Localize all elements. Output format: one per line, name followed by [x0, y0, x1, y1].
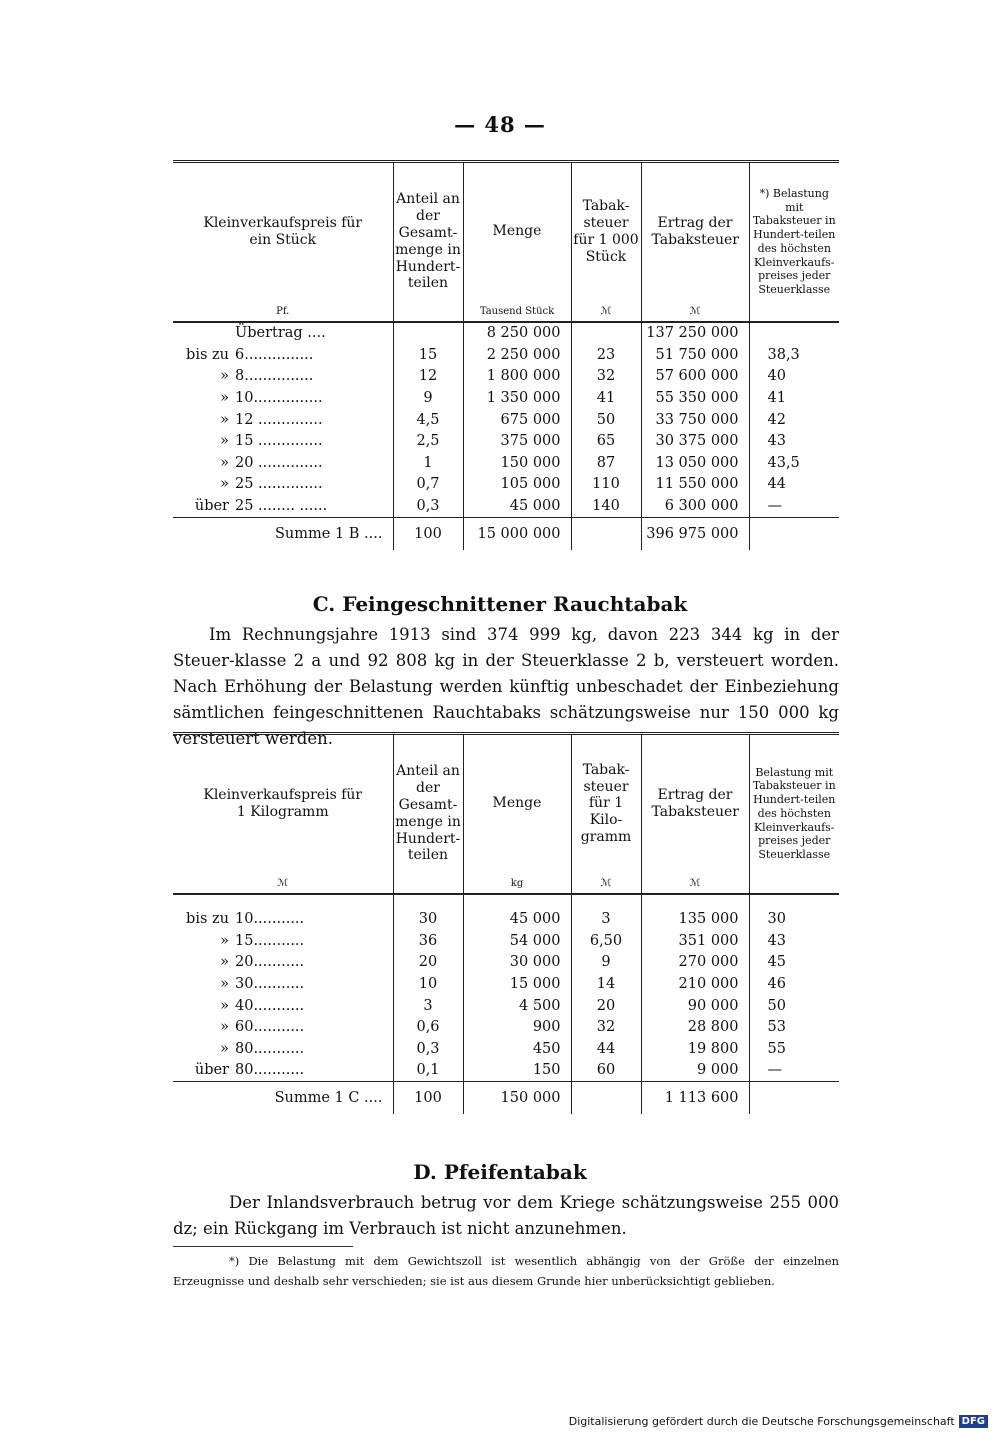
price-label: 20 ..............	[235, 454, 323, 471]
belastung-cell: —	[749, 1060, 839, 1082]
table-zigaretten	[173, 160, 839, 550]
table-row	[173, 973, 839, 995]
price-cell	[173, 366, 393, 388]
ertrag-cell: 30 375 000	[641, 430, 749, 452]
header-ertrag: Ertrag der Tabaksteuer ℳ	[641, 162, 749, 322]
sum-anteil-cell: 100	[393, 1082, 463, 1115]
price-cell	[173, 495, 393, 517]
table-row	[173, 495, 839, 517]
anteil-cell: 0,6	[393, 1016, 463, 1038]
sum-menge-cell: 150 000	[463, 1082, 571, 1115]
price-label: 80...........	[235, 1040, 305, 1057]
anteil-cell: 0,1	[393, 1060, 463, 1082]
price-cell	[173, 1060, 393, 1082]
ertrag-cell: 135 000	[641, 909, 749, 931]
spacer-row	[173, 894, 839, 909]
price-label: 80...........	[235, 1062, 305, 1079]
anteil-cell: 9	[393, 387, 463, 409]
steuer-cell: 110	[571, 474, 641, 496]
steuer-cell: 23	[571, 344, 641, 366]
price-prefix: »	[220, 368, 229, 385]
belastung-cell: 41	[749, 387, 839, 409]
header-tabaksteuer-2: Tabak-steuer für 1 Kilo-gramm ℳ	[571, 734, 641, 894]
ertrag-cell: 51 750 000	[641, 344, 749, 366]
table-row	[173, 1016, 839, 1038]
price-prefix: bis zu	[186, 346, 229, 363]
header-menge-2: Menge kg	[463, 734, 571, 894]
menge-cell: 1 800 000	[463, 366, 571, 388]
table-row	[173, 1038, 839, 1060]
price-label: 25 ..............	[235, 476, 323, 493]
menge-cell: 30 000	[463, 952, 571, 974]
steuer-cell: 20	[571, 995, 641, 1017]
menge-cell: 675 000	[463, 409, 571, 431]
ertrag-cell: 33 750 000	[641, 409, 749, 431]
belastung-cell: 44	[749, 474, 839, 496]
menge-cell: 2 250 000	[463, 344, 571, 366]
belastung-cell: 38,3	[749, 344, 839, 366]
ertrag-cell: 6 300 000	[641, 495, 749, 517]
price-prefix: bis zu	[186, 911, 229, 928]
header-anteil-2: Anteil an der Gesamt-menge in Hundert-teilen	[393, 734, 463, 894]
price-cell	[173, 952, 393, 974]
anteil-cell	[393, 322, 463, 345]
price-prefix: »	[220, 976, 229, 993]
menge-cell: 150 000	[463, 452, 571, 474]
header-ertrag-2: Ertrag der Tabaksteuer ℳ	[641, 734, 749, 894]
menge-cell: 900	[463, 1016, 571, 1038]
belastung-cell	[749, 322, 839, 345]
price-label: 12 ..............	[235, 411, 323, 428]
price-label: 10...............	[235, 390, 323, 407]
steuer-cell: 14	[571, 973, 641, 995]
price-prefix: »	[220, 954, 229, 971]
anteil-cell: 3	[393, 995, 463, 1017]
menge-cell: 375 000	[463, 430, 571, 452]
steuer-cell: 60	[571, 1060, 641, 1082]
ertrag-cell: 270 000	[641, 952, 749, 974]
price-label: Übertrag ....	[235, 325, 326, 342]
steuer-cell: 50	[571, 409, 641, 431]
sum-label-cell: Summe 1 C ....	[173, 1082, 393, 1115]
sum-anteil-cell: 100	[393, 517, 463, 550]
header-menge: Menge Tausend Stück	[463, 162, 571, 322]
price-cell	[173, 909, 393, 931]
section-c-text: Im Rechnungsjahre 1913 sind 374 999 kg, davon 223 344 kg in der Steuer-klasse 2 a und 92 808 kg in der Steuerklasse 2 b, versteuert worden. Nach Erhöhung der Belastung werden künftig unbeschadet der Einbeziehung sämtlichen feingeschnittenen Rauchtabaks schätzungsweise nur 150 000 kg versteuert werden.	[173, 625, 839, 748]
anteil-cell: 2,5	[393, 430, 463, 452]
price-cell	[173, 1038, 393, 1060]
header-belastung-2: Belastung mit Tabaksteuer in Hundert-teilen des höchsten Kleinverkaufs-preises jeder Steuerklasse	[749, 734, 839, 894]
anteil-cell: 1	[393, 452, 463, 474]
steuer-cell: 32	[571, 366, 641, 388]
steuer-cell: 3	[571, 909, 641, 931]
belastung-cell: 53	[749, 1016, 839, 1038]
price-cell	[173, 430, 393, 452]
anteil-cell: 0,3	[393, 1038, 463, 1060]
price-prefix: »	[220, 1040, 229, 1057]
steuer-cell: 9	[571, 952, 641, 974]
steuer-cell: 32	[571, 1016, 641, 1038]
price-label: 40...........	[235, 997, 305, 1014]
table-row	[173, 452, 839, 474]
belastung-cell: 43	[749, 430, 839, 452]
menge-cell: 4 500	[463, 995, 571, 1017]
belastung-cell: 43,5	[749, 452, 839, 474]
menge-cell: 45 000	[463, 495, 571, 517]
price-prefix: »	[220, 997, 229, 1014]
steuer-cell: 87	[571, 452, 641, 474]
menge-cell: 450	[463, 1038, 571, 1060]
ertrag-cell: 55 350 000	[641, 387, 749, 409]
belastung-cell: 40	[749, 366, 839, 388]
price-label: 6...............	[235, 346, 314, 363]
menge-cell: 150	[463, 1060, 571, 1082]
belastung-cell: —	[749, 495, 839, 517]
ertrag-cell: 11 550 000	[641, 474, 749, 496]
anteil-cell: 20	[393, 952, 463, 974]
anteil-cell: 10	[393, 973, 463, 995]
header-anteil: Anteil an der Gesamt-menge in Hundert-teilen	[393, 162, 463, 322]
dfg-logo: DFG	[959, 1415, 988, 1428]
price-prefix: »	[220, 411, 229, 428]
sum-label-cell: Summe 1 B ....	[173, 517, 393, 550]
steuer-cell: 140	[571, 495, 641, 517]
table-row	[173, 909, 839, 931]
belastung-cell: 55	[749, 1038, 839, 1060]
menge-cell: 45 000	[463, 909, 571, 931]
belastung-cell: 45	[749, 952, 839, 974]
price-label: 20...........	[235, 954, 305, 971]
price-cell	[173, 409, 393, 431]
table-row	[173, 409, 839, 431]
sum-empty-cell	[749, 1082, 839, 1115]
ertrag-cell: 28 800	[641, 1016, 749, 1038]
ertrag-cell: 351 000	[641, 930, 749, 952]
section-d-text: Der Inlandsverbrauch betrug vor dem Kriege schätzungsweise 255 000 dz; ein Rückgang im Verbrauch ist nicht anzunehmen.	[173, 1193, 839, 1238]
price-cell	[173, 995, 393, 1017]
price-cell	[173, 344, 393, 366]
table-row	[173, 1060, 839, 1082]
ertrag-cell: 19 800	[641, 1038, 749, 1060]
ertrag-cell: 57 600 000	[641, 366, 749, 388]
header-kleinverkaufspreis-kg: Kleinverkaufspreis für 1 Kilogramm ℳ	[173, 734, 393, 894]
price-cell	[173, 387, 393, 409]
sum-menge-cell: 15 000 000	[463, 517, 571, 550]
anteil-cell: 15	[393, 344, 463, 366]
menge-cell: 1 350 000	[463, 387, 571, 409]
price-prefix: über	[194, 498, 229, 515]
ertrag-cell: 90 000	[641, 995, 749, 1017]
table-row	[173, 474, 839, 496]
price-cell	[173, 1016, 393, 1038]
header-kleinverkaufspreis: Kleinverkaufspreis für ein Stück Pf.	[173, 162, 393, 322]
price-cell	[173, 474, 393, 496]
belastung-cell: 30	[749, 909, 839, 931]
belastung-cell: 42	[749, 409, 839, 431]
steuer-cell: 6,50	[571, 930, 641, 952]
price-label: 60...........	[235, 1019, 305, 1036]
price-prefix: »	[220, 932, 229, 949]
footnote-divider	[173, 1246, 353, 1247]
price-prefix: über	[194, 1062, 229, 1079]
table-row	[173, 387, 839, 409]
price-label: 30...........	[235, 976, 305, 993]
price-prefix: »	[220, 1019, 229, 1036]
price-label: 15...........	[235, 932, 305, 949]
table-row	[173, 995, 839, 1017]
dfg-credit-text: Digitalisierung gefördert durch die Deutsche Forschungsgemeinschaft	[568, 1415, 955, 1428]
price-label: 15 ..............	[235, 433, 323, 450]
sum-empty-cell	[571, 517, 641, 550]
anteil-cell: 0,7	[393, 474, 463, 496]
price-prefix: »	[220, 454, 229, 471]
menge-cell: 105 000	[463, 474, 571, 496]
dfg-credit	[569, 1415, 988, 1428]
footnote: *) Die Belastung mit dem Gewichtszoll ist wesentlich abhängig von der Größe der einzelnen Erzeugnisse und deshalb sehr verschieden; sie ist aus diesem Grunde hier unberücksichtigt geblieben.	[173, 1254, 839, 1288]
belastung-cell: 46	[749, 973, 839, 995]
table-row	[173, 952, 839, 974]
anteil-cell: 0,3	[393, 495, 463, 517]
table-row	[173, 930, 839, 952]
price-cell	[173, 973, 393, 995]
price-cell	[173, 930, 393, 952]
sum-row	[173, 1082, 839, 1115]
table-rauchtabak	[173, 732, 839, 1114]
ertrag-cell: 9 000	[641, 1060, 749, 1082]
price-prefix: »	[220, 390, 229, 407]
ertrag-cell: 137 250 000	[641, 322, 749, 345]
sum-row	[173, 517, 839, 550]
steuer-cell: 65	[571, 430, 641, 452]
price-label: 8...............	[235, 368, 314, 385]
menge-cell: 15 000	[463, 973, 571, 995]
price-cell	[173, 452, 393, 474]
price-prefix: »	[220, 433, 229, 450]
menge-cell: 8 250 000	[463, 322, 571, 345]
header-belastung: *) Belastung mit Tabaksteuer in Hundert-teilen des höchsten Kleinverkaufs-preises jeder Steuerklasse	[749, 162, 839, 322]
steuer-cell: 41	[571, 387, 641, 409]
price-label: 10...........	[235, 911, 305, 928]
table-row	[173, 366, 839, 388]
sum-ertrag-cell: 1 113 600	[641, 1082, 749, 1115]
steuer-cell: 44	[571, 1038, 641, 1060]
sum-empty-cell	[571, 1082, 641, 1115]
anteil-cell: 30	[393, 909, 463, 931]
anteil-cell: 12	[393, 366, 463, 388]
steuer-cell	[571, 322, 641, 345]
table-row	[173, 322, 839, 345]
price-cell	[173, 322, 393, 345]
price-label: 25 ........ ......	[235, 498, 328, 515]
belastung-cell: 50	[749, 995, 839, 1017]
page-number: — 48 —	[454, 112, 546, 137]
menge-cell: 54 000	[463, 930, 571, 952]
belastung-cell: 43	[749, 930, 839, 952]
sum-empty-cell	[749, 517, 839, 550]
sum-ertrag-cell: 396 975 000	[641, 517, 749, 550]
price-prefix: »	[220, 476, 229, 493]
ertrag-cell: 13 050 000	[641, 452, 749, 474]
table-row	[173, 430, 839, 452]
header-tabaksteuer: Tabak-steuer für 1 000 Stück ℳ	[571, 162, 641, 322]
table-row	[173, 344, 839, 366]
section-c-title: C. Feingeschnittener Rauchtabak	[312, 592, 688, 616]
anteil-cell: 36	[393, 930, 463, 952]
anteil-cell: 4,5	[393, 409, 463, 431]
section-d-title: D. Pfeifentabak	[413, 1160, 587, 1184]
ertrag-cell: 210 000	[641, 973, 749, 995]
